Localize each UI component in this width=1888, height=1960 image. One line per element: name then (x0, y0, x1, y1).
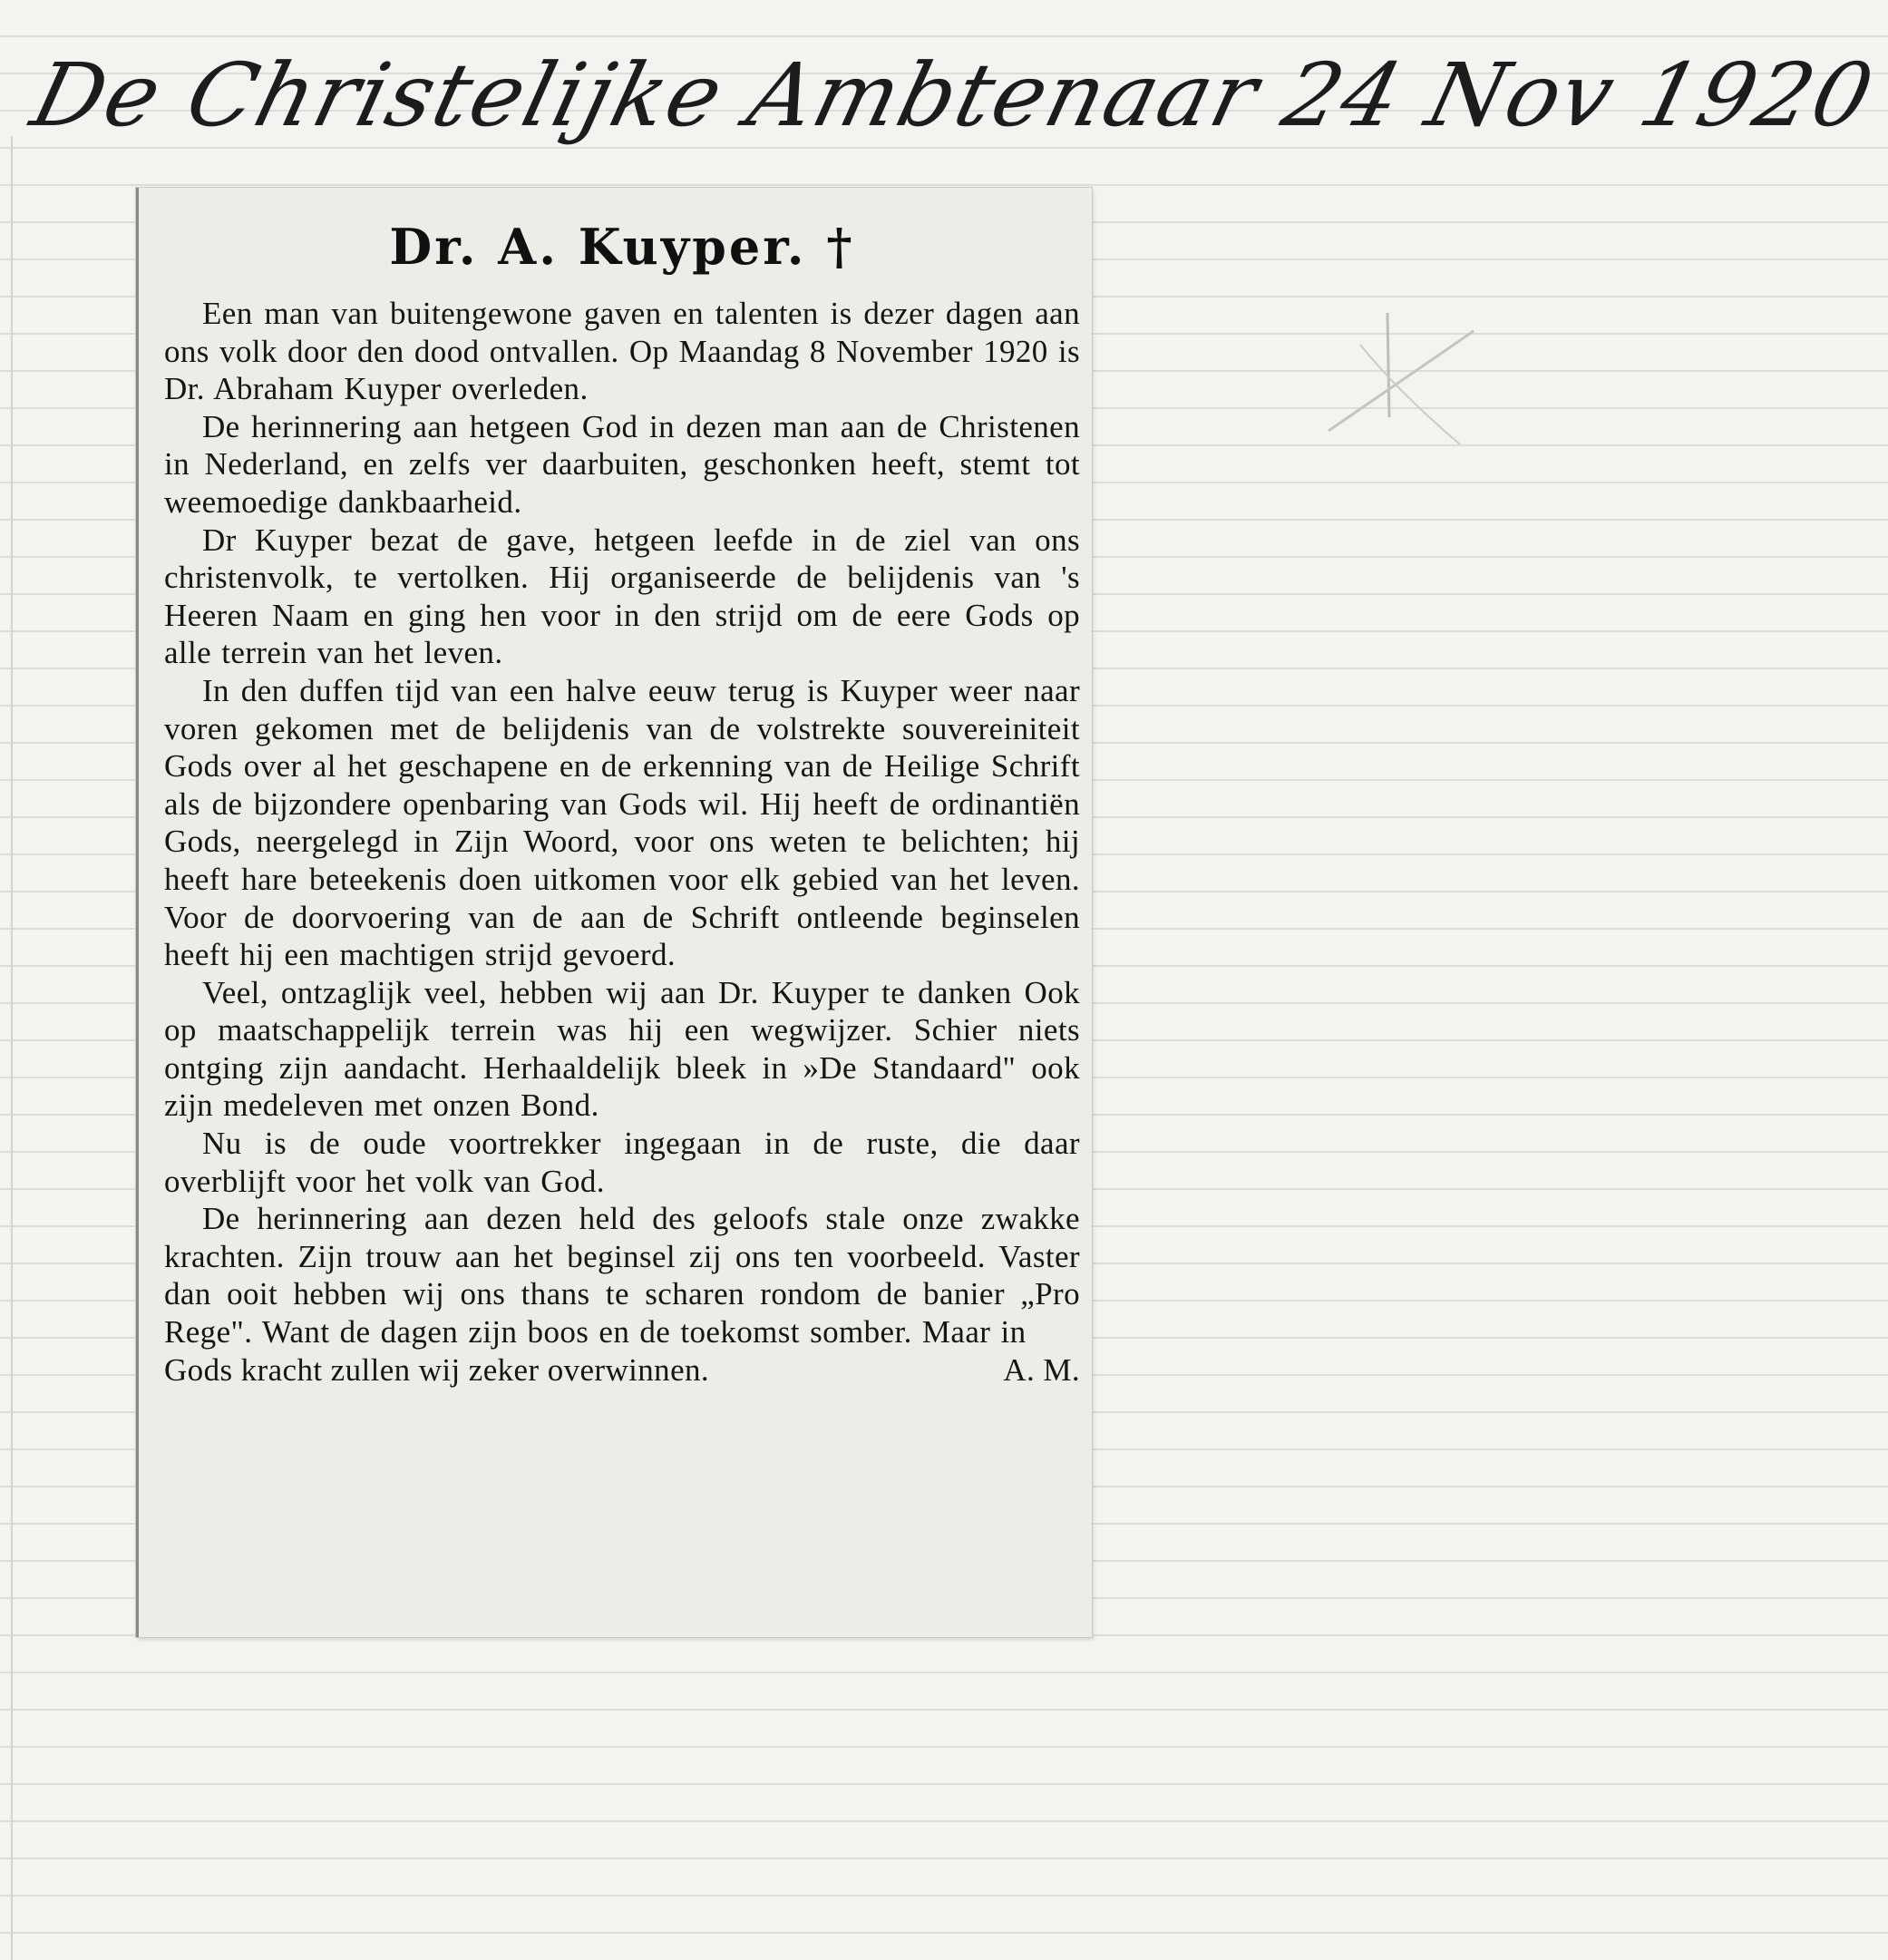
article-paragraph-3: Dr Kuyper bezat de gave, hetgeen leefde in de ziel van ons christenvolk, te vertolken. Hij organiseerde de belijdenis van 's Heeren Naam en ging hen voor in den strijd om de eere Gods op alle terrein van het leven. (164, 522, 1080, 671)
newspaper-clipping (136, 188, 1092, 1637)
article-paragraph-2: De herinnering aan hetgeen God in dezen man aan de Christenen in Nederland, en zelfs ver daarbuiten, geschonken heeft, stemt tot weemoedige dankbaarheid. (164, 408, 1080, 520)
article-paragraph-5: Veel, ontzaglijk veel, hebben wij aan Dr. Kuyper te danken Ook op maatschappelijk terrein was hij een wegwijzer. Schier niets ontging zijn aandacht. Herhaaldelijk bleek in »De Standaard" ook zijn medeleven met onzen Bond. (164, 974, 1080, 1124)
page-margin-rule (11, 136, 13, 1960)
article-closing-text: Gods kracht zullen wij zeker overwinnen. (164, 1351, 710, 1388)
handwritten-source-note: De Christelijke Ambtenaar 24 Nov 1920 (22, 44, 1884, 146)
article-paragraph-6: Nu is de oude voortrekker ingegaan in de ruste, die daar overblijft voor het volk van God. (164, 1126, 1080, 1199)
article-body (164, 295, 1080, 1389)
pencil-cross-mark (1324, 308, 1478, 463)
article-paragraph-4: In den duffen tijd van een halve eeuw terug is Kuyper weer naar voren gekomen met de belijdenis van de volstrekte souvereiniteit Gods over al het geschapene en de erkenning van de Heilige Schrift als de bijzondere openbaring van Gods wil. Hij heeft de ordinantiën Gods, neergelegd in Zijn Woord, voor ons weten te belichten; hij heeft hare beteekenis doen uitkomen voor elk gebied van het leven. Voor de doorvoering van de aan de Schrift ontleende beginselen heeft hij een machtigen strijd gevoerd. (164, 672, 1080, 973)
article-paragraph-7: De herinnering aan dezen held des geloofs stale onze zwakke krachten. Zijn trouw aan het beginsel zij ons ten voorbeeld. Vaster dan ooit hebben wij ons thans te scharen rondom de banier „Pro Rege". Want de dagen zijn boos en de toekomst somber. Maar in (164, 1201, 1080, 1351)
obituary-article (164, 215, 1080, 1389)
article-paragraph-1: Een man van buitengewone gaven en talenten is dezer dagen aan ons volk door den dood ontvallen. Op Maandag 8 November 1920 is Dr. Abraham Kuyper overleden. (164, 296, 1080, 407)
article-closing-line (164, 1351, 1080, 1390)
article-title: Dr. A. Kuyper. † (389, 218, 855, 276)
author-signature: A. M. (1003, 1351, 1080, 1388)
